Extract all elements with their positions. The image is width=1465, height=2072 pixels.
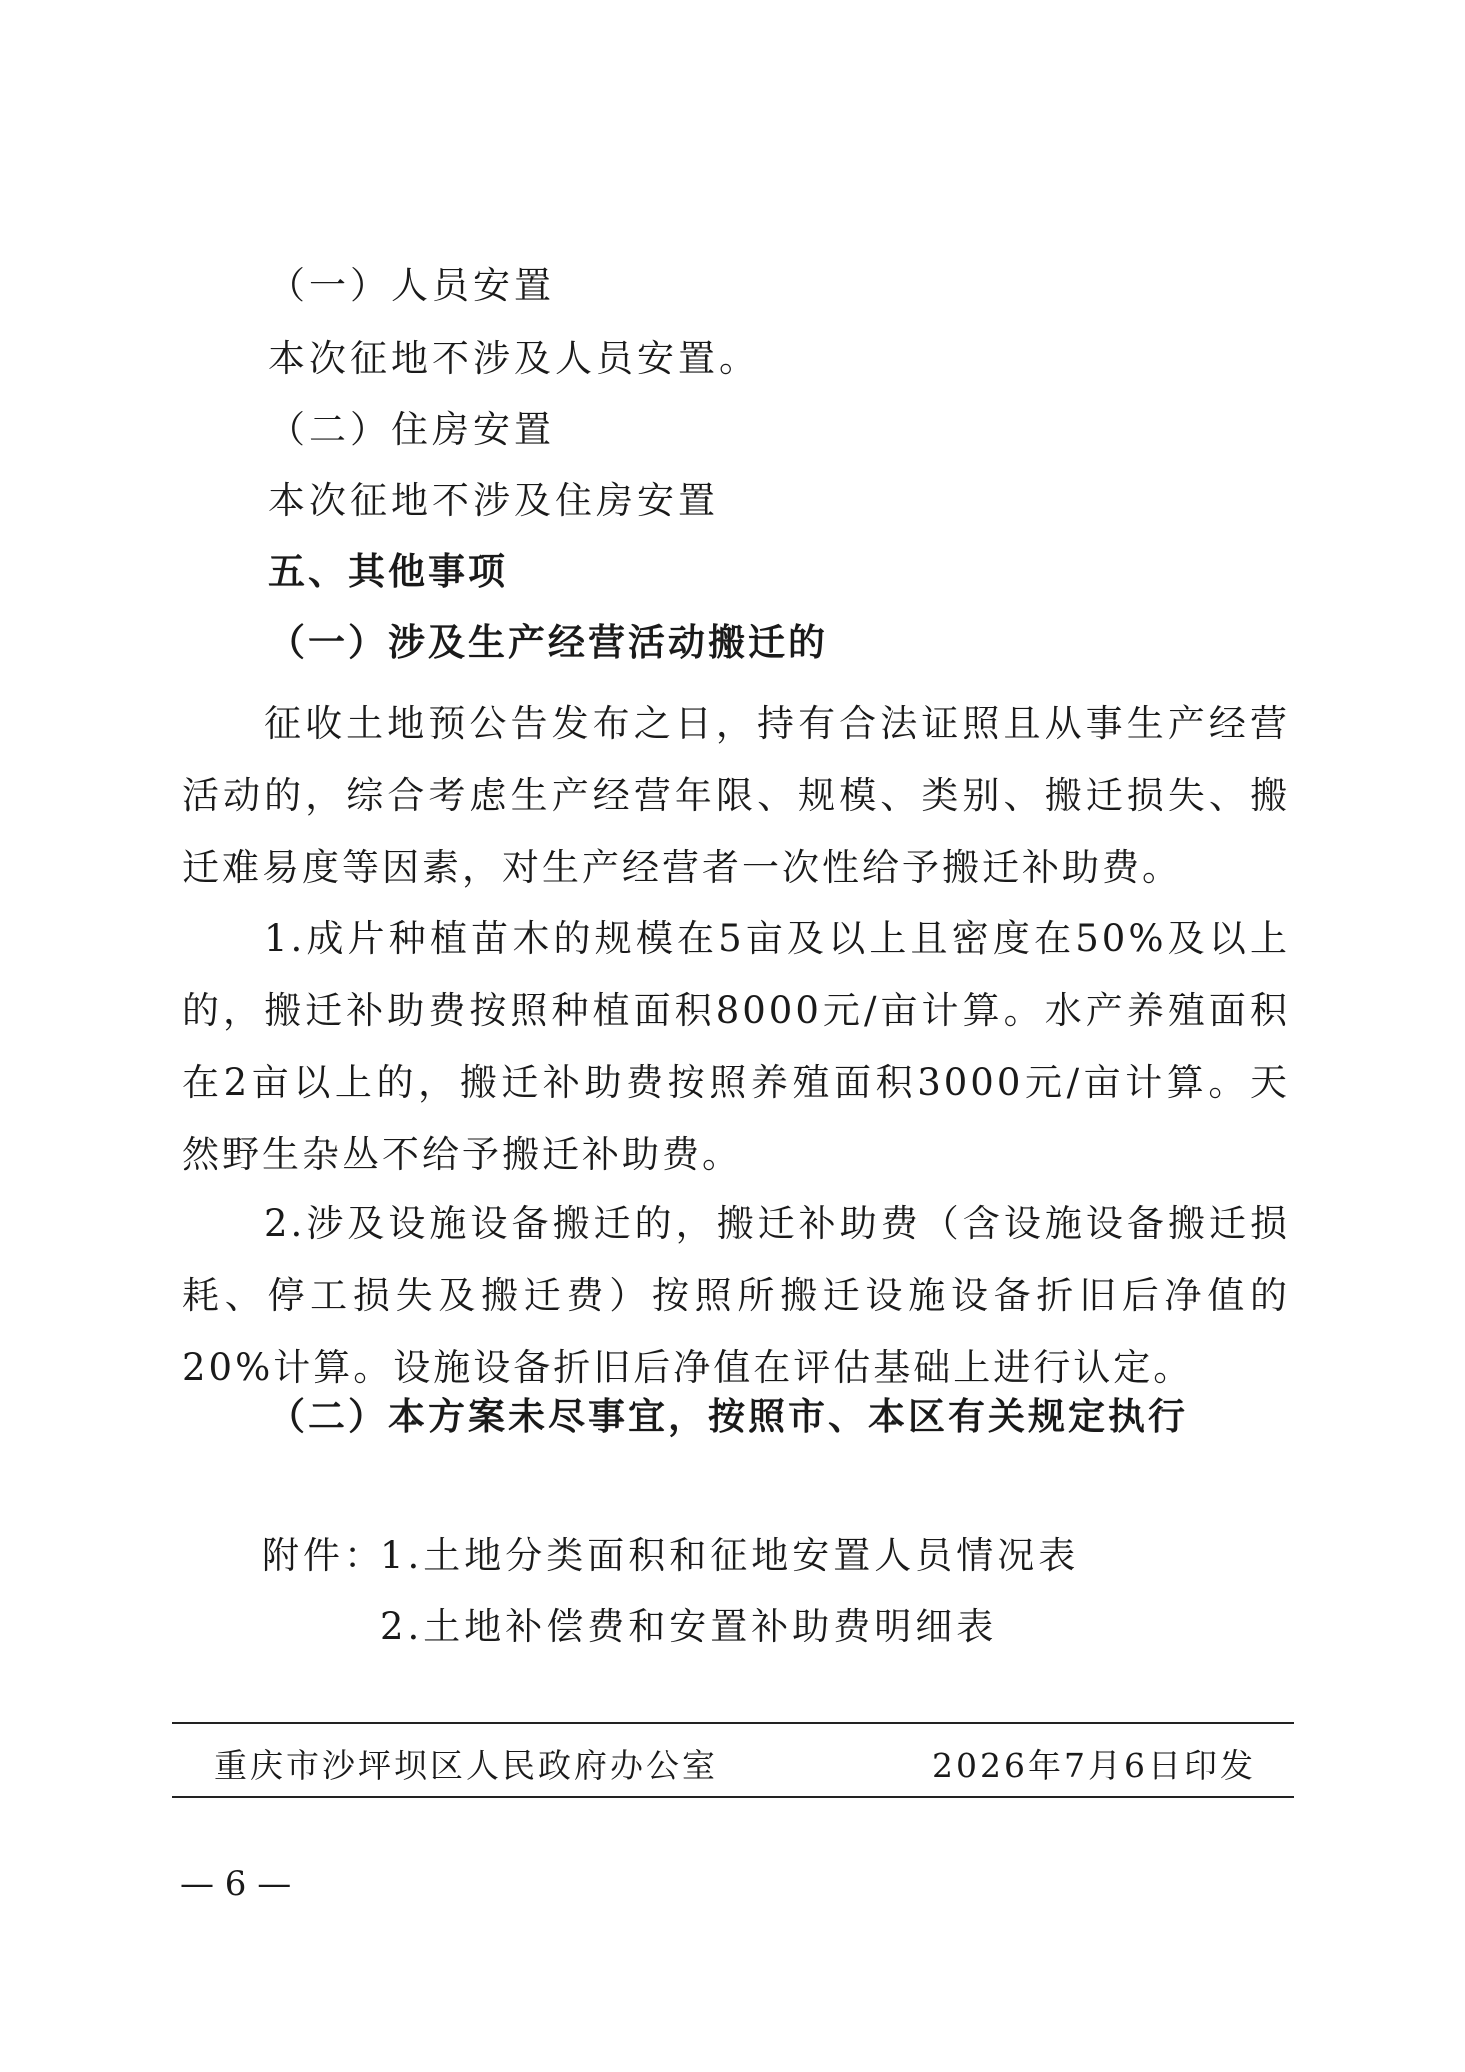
section-heading-other-matters: 五、其他事项: [268, 550, 508, 593]
footer-print-date: 2026年7月6日印发: [932, 1746, 1256, 1785]
page-number: — 6 —: [180, 1864, 292, 1904]
attachment-item-2: 2.土地补偿费和安置补助费明细表: [380, 1605, 998, 1648]
subsection-heading-personnel: （一）人员安置: [268, 264, 555, 307]
paragraph-relocation-intro: 征收土地预公告发布之日，持有合法证照且从事生产经营活动的，综合考虑生产经营年限、规模、类别、搬迁损失、搬迁难易度等因素，对生产经营者一次性给予搬迁补助费。: [182, 702, 1290, 889]
subsection-heading-unfinished-matters: （二）本方案未尽事宜，按照市、本区有关规定执行: [268, 1395, 1188, 1438]
subsection-text-housing: 本次征地不涉及住房安置: [268, 479, 719, 522]
subsection-text-personnel: 本次征地不涉及人员安置。: [268, 337, 760, 380]
footer-issuer: 重庆市沙坪坝区人民政府办公室: [214, 1746, 718, 1785]
footer-rule-bottom: [172, 1796, 1294, 1798]
footer-rule-top: [172, 1722, 1294, 1724]
paragraph-relocation-item2: 2.涉及设施设备搬迁的，搬迁补助费（含设施设备搬迁损耗、停工损失及搬迁费）按照所搬迁设施设备折旧后净值的20%计算。设施设备折旧后净值在评估基础上进行认定。: [182, 1202, 1290, 1389]
attachment-item-1: 1.土地分类面积和征地安置人员情况表: [380, 1534, 1080, 1577]
attachments-label: 附件：: [262, 1534, 385, 1577]
paragraph-relocation-item1: 1.成片种植苗木的规模在5亩及以上且密度在50%及以上的，搬迁补助费按照种植面积8000元/亩计算。水产养殖面积在2亩以上的，搬迁补助费按照养殖面积3000元/亩计算。天然野生杂丛不给予搬迁补助费。: [182, 917, 1290, 1176]
subsection-heading-relocation: （一）涉及生产经营活动搬迁的: [268, 621, 828, 664]
subsection-heading-housing: （二）住房安置: [268, 408, 555, 451]
